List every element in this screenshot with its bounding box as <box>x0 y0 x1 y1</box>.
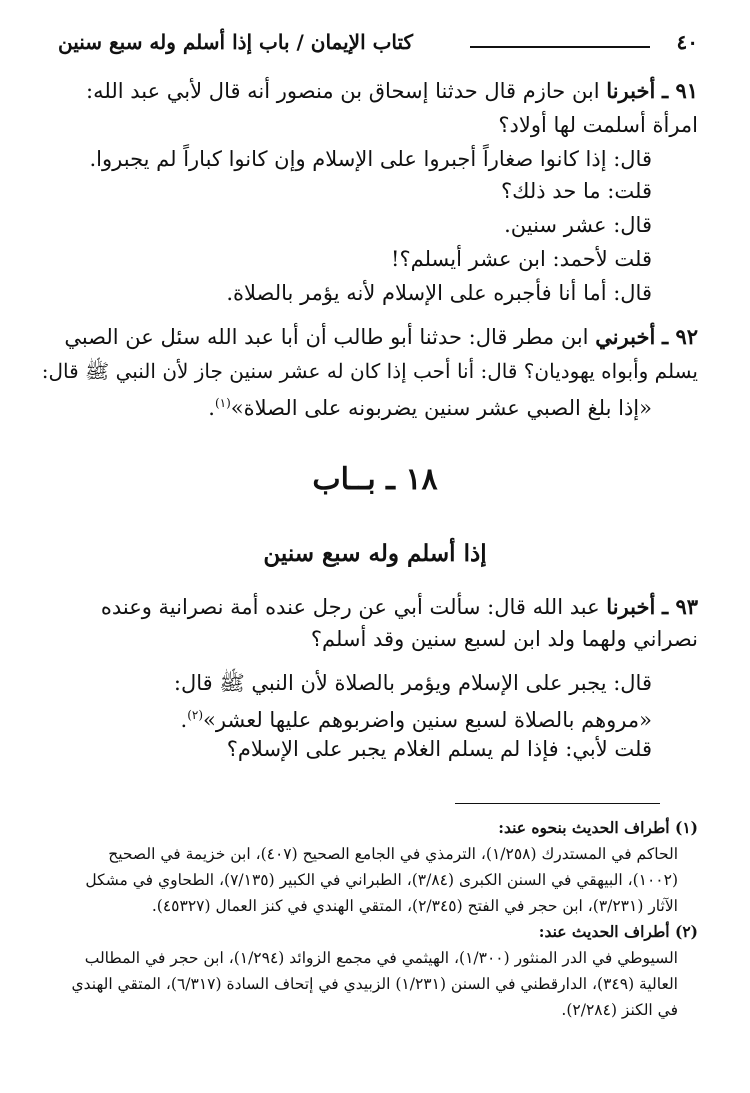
chapter-title: ١٨ ـ بــاب <box>312 462 438 497</box>
hadith-text: عبد الله قال: سألت أبي عن رجل عنده أمة نصرانية وعنده <box>100 595 600 619</box>
hadith-92-line-2: يسلم وأبواه يهوديان؟ قال: أنا أحب إذا كان له عشر سنين جاز لأن النبي ﷺ قال: <box>41 359 698 383</box>
footnote-ref-2: (٢) <box>187 708 204 722</box>
hadith-text: ابن حازم قال حدثنا إسحاق بن منصور أنه قال لأبي عبد الله: <box>86 79 600 103</box>
footnote-2-line-3: في الكنز (٢/٢٨٤). <box>561 1001 678 1019</box>
hadith-text: ابن مطر قال: حدثنا أبو طالب أن أبا عبد الله سئل عن الصبي <box>64 325 589 349</box>
footnote-1-title: (١) أطراف الحديث بنحوه عند: <box>498 818 698 837</box>
running-title: كتاب الإيمان / باب إذا أسلم وله سبع سنين <box>58 30 414 54</box>
hadith-91-line-7: قال: أما أنا فأجبره على الإسلام لأنه يؤمر بالصلاة. <box>226 281 652 305</box>
prophetic-quote: «إذا بلغ الصبي عشر سنين يضربونه على الصلاة» <box>230 396 652 420</box>
hadith-93-line-3: قال: يجبر على الإسلام ويؤمر بالصلاة لأن النبي ﷺ قال: <box>173 671 652 695</box>
hadith-93-line-2: نصراني ولهما ولد ابن لسبع سنين وقد أسلم؟ <box>310 627 698 651</box>
prophetic-quote: «مروهم بالصلاة لسبع سنين واضربوهم عليها لعشر» <box>203 708 652 732</box>
hadith-number: ٩٢ ـ <box>661 324 698 349</box>
hadith-91-line-4: قلت: ما حد ذلك؟ <box>501 179 652 203</box>
hadith-93-line-1 <box>101 592 698 622</box>
footnote-1-line-3: الآثار (٣/٢٣١)، ابن حجر في الفتح (٢/٣٤٥)، المتقي الهندي في كنز العمال (٤٥٣٢٧). <box>151 897 678 915</box>
page-number: ٤٠ <box>676 30 698 54</box>
header-rule <box>470 46 650 48</box>
footnote-1-line-1: الحاكم في المستدرك (١/٢٥٨)، الترمذي في الجامع الصحيح (٤٠٧)، ابن خزيمة في الصحيح <box>108 845 678 863</box>
footnote-2-line-1: السيوطي في الدر المنثور (١/٣٠٠)، الهيثمي في مجمع الزوائد (١/٢٩٤)، ابن حجر في المطالب <box>84 949 678 967</box>
hadith-91-line-2: امرأة أسلمت لها أولاد؟ <box>498 113 698 137</box>
sentence-end: . <box>208 396 215 420</box>
hadith-92-line-3 <box>208 388 652 423</box>
footnote-2-title: (٢) أطراف الحديث عند: <box>538 922 698 941</box>
narration-keyword: أخبرني <box>595 324 656 349</box>
sentence-end: . <box>180 708 188 732</box>
hadith-number: ٩٣ ـ <box>661 594 698 619</box>
hadith-91-line-1 <box>48 76 698 106</box>
hadith-93-line-4 <box>181 700 652 735</box>
hadith-92-line-1 <box>64 322 698 352</box>
footnote-separator <box>455 803 660 804</box>
hadith-91-line-3: قال: إذا كانوا صغاراً أجبروا على الإسلام وإن كانوا كباراً لم يجبروا. <box>89 147 652 171</box>
hadith-91-line-5: قال: عشر سنين. <box>504 213 652 237</box>
narration-keyword: أخبرنا <box>606 594 656 619</box>
hadith-93-line-5: قلت لأبي: فإذا لم يسلم الغلام يجبر على الإسلام؟ <box>226 737 652 761</box>
narration-keyword: أخبرنا <box>606 78 656 103</box>
hadith-91-line-6: قلت لأحمد: ابن عشر أيسلم؟! <box>391 247 652 271</box>
hadith-number: ٩١ ـ <box>661 78 698 103</box>
running-header <box>58 30 698 64</box>
footnote-1-line-2: (١٠٠٢)، البيهقي في السنن الكبرى (٣/٨٤)، الطبراني في الكبير (٧/١٣٥)، الطحاوي في مشكل <box>85 871 678 889</box>
footnote-2-line-2: العالية (٣٤٩)، الدارقطني في السنن (١/٢٣١) الزبيدي في إتحاف السادة (٦/٣١٧)، المتقي الهندي <box>71 975 678 993</box>
footnote-ref-1: (١) <box>214 396 231 410</box>
section-title: إذا أسلم وله سبع سنين <box>263 540 487 567</box>
